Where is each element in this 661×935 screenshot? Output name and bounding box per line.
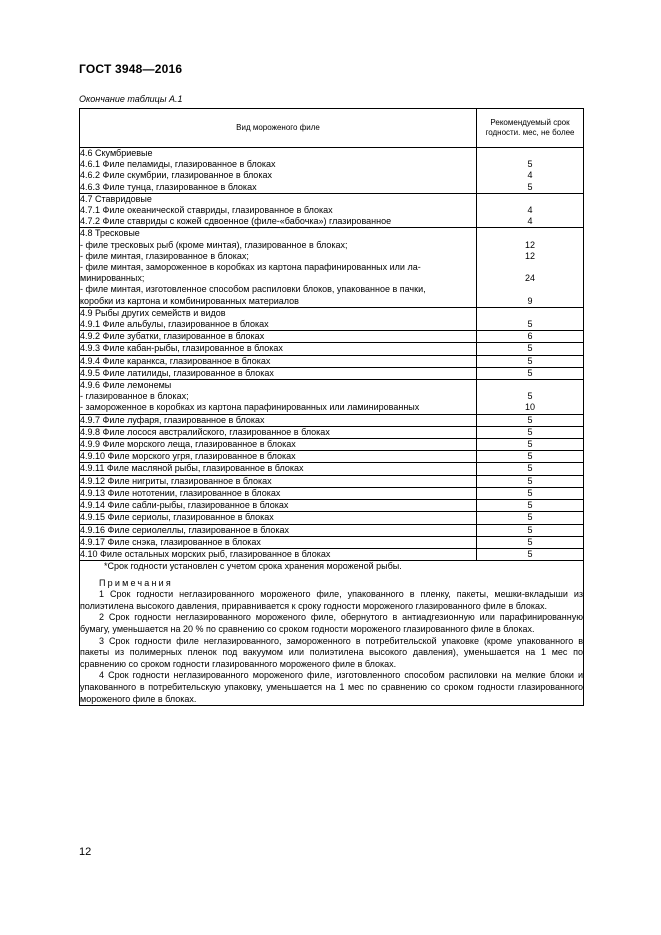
shelf-life-value: 4 bbox=[527, 205, 533, 215]
column-header-shelf-life bbox=[477, 109, 584, 148]
shelf-life-value: 12 bbox=[524, 250, 535, 261]
table-row bbox=[80, 548, 584, 560]
fillet-type-cell bbox=[80, 414, 477, 426]
column-header-shelf-life-line1: Рекомендуемый срок bbox=[490, 118, 570, 127]
shelf-life-cell bbox=[477, 512, 584, 524]
table-row bbox=[80, 367, 584, 379]
shelf-life-cell bbox=[477, 548, 584, 560]
shelf-life-value: 4 bbox=[527, 170, 533, 181]
fillet-type-cell bbox=[80, 380, 477, 415]
shelf-life-value: 5 bbox=[527, 512, 533, 523]
fillet-type-line: 4.7 Ставридовые bbox=[80, 193, 152, 204]
fillet-type-line: минированных; bbox=[80, 273, 145, 284]
shelf-life-spacer bbox=[477, 148, 583, 159]
table-row bbox=[80, 463, 584, 475]
fillet-type-line: 4.7.2 Филе ставриды с кожей сдвоенное (филе-«бабочка») глазированное bbox=[80, 216, 392, 227]
shelf-life-cell bbox=[477, 355, 584, 367]
shelf-life-cell bbox=[477, 500, 584, 512]
shelf-life-spacer bbox=[477, 228, 583, 239]
fillet-type-cell bbox=[80, 439, 477, 451]
shelf-life-spacer bbox=[477, 262, 583, 273]
shelf-life-cell bbox=[477, 536, 584, 548]
fillet-type-line: 4.9.11 Филе масляной рыбы, глазированное в блоках bbox=[80, 463, 304, 474]
shelf-life-cell bbox=[477, 426, 584, 438]
shelf-life-value: 4 bbox=[527, 216, 533, 227]
footnote: *Срок годности установлен с учетом срока хранения мороженой рыбы. bbox=[104, 561, 402, 572]
shelf-life-cell bbox=[477, 463, 584, 475]
fillet-type-line: 4.9.1 Филе альбулы, глазированное в блоках bbox=[80, 319, 269, 330]
document-code: ГОСТ 3948—2016 bbox=[79, 62, 183, 76]
fillet-type-cell bbox=[80, 426, 477, 438]
shelf-life-cell bbox=[477, 524, 584, 536]
shelf-life-value: 5 bbox=[527, 391, 533, 402]
fillet-type-cell bbox=[80, 148, 477, 194]
fillet-type-line: 4.9.14 Филе сабли-рыбы, глазированное в блоках bbox=[80, 500, 289, 511]
table-row bbox=[80, 512, 584, 524]
table-row bbox=[80, 487, 584, 499]
shelf-life-value: 5 bbox=[527, 487, 533, 498]
fillet-type-line: - филе минтая, глазированное в блоках; bbox=[80, 250, 249, 261]
shelf-life-value: 5 bbox=[527, 463, 533, 474]
shelf-life-cell bbox=[477, 228, 584, 307]
note-item: 1 Срок годности неглазированного мороженого филе, упакованного в пленку, пакеты, мешки-вкладыши из полиэтилена высокого давления, приравнивается к сроку годности мороженого глазированного филе в блоках. bbox=[80, 589, 583, 611]
fillet-type-cell bbox=[80, 524, 477, 536]
fillet-type-cell bbox=[80, 475, 477, 487]
shelf-life-value: 5 bbox=[527, 500, 533, 511]
table-row bbox=[80, 524, 584, 536]
fillet-type-line: - замороженное в коробках из картона парафинированных или ламинированных bbox=[80, 402, 420, 413]
shelf-life-cell bbox=[477, 193, 584, 228]
fillet-type-line: 4.9.5 Филе латилиды, глазированное в блоках bbox=[80, 367, 274, 378]
fillet-type-line: 4.9.12 Филе нигриты, глазированное в блоках bbox=[80, 475, 272, 486]
shelf-life-cell bbox=[477, 343, 584, 355]
table-row bbox=[80, 228, 584, 307]
note-item: 4 Срок годности неглазированного мороженого филе, изготовленного способом распиловки на мелкие блоки и упакованного в потребительскую упаковку, уменьшается на 1 мес по сравнению со сроком годности глазированного мороженого филе в блоках. bbox=[80, 670, 583, 704]
shelf-life-table bbox=[79, 108, 584, 706]
table-row bbox=[80, 414, 584, 426]
shelf-life-value: 5 bbox=[527, 319, 533, 330]
fillet-type-line: коробки из картона и комбинированных материалов bbox=[80, 295, 299, 306]
fillet-type-cell bbox=[80, 331, 477, 343]
shelf-life-value: 5 bbox=[527, 524, 533, 535]
fillet-type-line: 4.9.17 Филе снэка, глазированное в блоках bbox=[80, 536, 261, 547]
fillet-type-line: 4.6.3 Филе тунца, глазированное в блоках bbox=[80, 181, 257, 192]
shelf-life-value: 6 bbox=[527, 331, 533, 342]
shelf-life-spacer bbox=[477, 308, 583, 319]
fillet-type-cell bbox=[80, 367, 477, 379]
note-item: 3 Срок годности филе неглазированного, замороженного в потребительской упаковке (кроме упакованного в пакеты из полимерных пленок под вакуумом или полиэтилена высокого давления), уменьшается на 1 мес по сравнению со сроком годности глазированного мороженого филе в блоках. bbox=[80, 635, 583, 669]
fillet-type-cell bbox=[80, 228, 477, 307]
fillet-type-line: 4.9.10 Филе морского угря, глазированное в блоках bbox=[80, 451, 296, 462]
table-row bbox=[80, 343, 584, 355]
fillet-type-line: 4.9 Рыбы других семейств и видов bbox=[80, 307, 226, 318]
table-row bbox=[80, 500, 584, 512]
table-row bbox=[80, 439, 584, 451]
shelf-life-value: 5 bbox=[527, 451, 533, 462]
shelf-life-cell bbox=[477, 331, 584, 343]
shelf-life-value: 5 bbox=[527, 367, 533, 378]
shelf-life-value: 5 bbox=[527, 475, 533, 486]
fillet-type-cell bbox=[80, 193, 477, 228]
fillet-type-cell bbox=[80, 343, 477, 355]
shelf-life-value: 24 bbox=[524, 273, 535, 284]
shelf-life-value: 5 bbox=[527, 414, 533, 425]
shelf-life-value: 5 bbox=[527, 536, 533, 547]
fillet-type-line: 4.9.15 Филе сериолы, глазированное в блоках bbox=[80, 512, 274, 523]
notes-title: Примечания bbox=[99, 577, 173, 588]
shelf-life-value: 5 bbox=[527, 343, 533, 354]
shelf-life-cell bbox=[477, 451, 584, 463]
fillet-type-cell bbox=[80, 548, 477, 560]
fillet-type-line: 4.9.9 Филе морского леща, глазированное в блоках bbox=[80, 439, 296, 450]
shelf-life-cell bbox=[477, 148, 584, 194]
table-row bbox=[80, 193, 584, 228]
shelf-life-value: 5 bbox=[527, 439, 533, 450]
shelf-life-cell bbox=[477, 380, 584, 415]
fillet-type-line: - филе минтая, изготовленное способом распиловки блоков, упакованное в пачки, bbox=[80, 284, 426, 295]
table-caption: Окончание таблицы А.1 bbox=[79, 94, 183, 104]
table-row bbox=[80, 331, 584, 343]
fillet-type-line: 4.8 Тресковые bbox=[80, 228, 140, 239]
shelf-life-cell bbox=[477, 414, 584, 426]
fillet-type-cell bbox=[80, 500, 477, 512]
table-row bbox=[80, 380, 584, 415]
fillet-type-cell bbox=[80, 536, 477, 548]
table-row bbox=[80, 536, 584, 548]
table-row bbox=[80, 426, 584, 438]
fillet-type-line: 4.9.7 Филе луфаря, глазированное в блоках bbox=[80, 414, 265, 425]
fillet-type-line: 4.9.2 Филе зубатки, глазированное в блоках bbox=[80, 331, 265, 342]
shelf-life-cell bbox=[477, 487, 584, 499]
shelf-life-spacer bbox=[477, 284, 583, 295]
shelf-life-value: 5 bbox=[527, 181, 533, 192]
fillet-type-cell bbox=[80, 355, 477, 367]
shelf-life-spacer bbox=[477, 380, 583, 391]
fillet-type-line: 4.7.1 Филе океанической ставриды, глазированное в блоках bbox=[80, 205, 333, 216]
fillet-type-line: 4.6.2 Филе скумбрии, глазированное в блоках bbox=[80, 170, 272, 181]
page-number: 12 bbox=[79, 846, 92, 858]
shelf-life-value: 5 bbox=[527, 355, 533, 366]
fillet-type-line: 4.9.16 Филе сериолеллы, глазированное в блоках bbox=[80, 524, 289, 535]
table-row bbox=[80, 148, 584, 194]
shelf-life-cell bbox=[477, 475, 584, 487]
shelf-life-value: 12 bbox=[524, 239, 535, 250]
fillet-type-cell bbox=[80, 451, 477, 463]
fillet-type-line: 4.9.3 Филе кабан-рыбы, глазированное в блоках bbox=[80, 343, 283, 354]
fillet-type-line: - филе минтая, замороженное в коробках из картона парафинированных или ла- bbox=[80, 262, 421, 273]
fillet-type-line: 4.9.6 Филе лемонемы bbox=[80, 380, 172, 391]
table-row bbox=[80, 475, 584, 487]
fillet-type-cell bbox=[80, 487, 477, 499]
shelf-life-cell bbox=[477, 439, 584, 451]
fillet-type-line: 4.9.8 Филе лосося австралийского, глазированное в блоках bbox=[80, 426, 330, 437]
note-item: 2 Срок годности неглазированного мороженого филе, обернутого в антиадгезионную или парафинированную бумагу, уменьшается на 20 % по сравнению со сроком годности мороженого глазированного филе в блоках. bbox=[80, 612, 583, 635]
shelf-life-value: 5 bbox=[527, 548, 533, 559]
fillet-type-cell bbox=[80, 463, 477, 475]
shelf-life-cell bbox=[477, 367, 584, 379]
shelf-life-value: 5 bbox=[527, 426, 533, 437]
table-row bbox=[80, 307, 584, 330]
fillet-type-line: - филе тресковых рыб (кроме минтая), глазированное в блоках; bbox=[80, 239, 348, 250]
shelf-life-value: 5 bbox=[527, 159, 533, 170]
notes-row bbox=[80, 561, 584, 706]
table-header-row bbox=[80, 109, 584, 148]
column-header-shelf-life-line2: годности. мес, не более bbox=[485, 128, 575, 137]
fillet-type-line: 4.6 Скумбриевые bbox=[80, 148, 153, 158]
column-header-fillet-type: Вид мороженого филе bbox=[80, 109, 477, 148]
shelf-life-spacer bbox=[477, 194, 583, 205]
fillet-type-cell bbox=[80, 512, 477, 524]
fillet-type-line: 4.9.4 Филе каранкса, глазированное в блоках bbox=[80, 355, 271, 366]
fillet-type-cell bbox=[80, 307, 477, 330]
fillet-type-line: 4.10 Филе остальных морских рыб, глазированное в блоках bbox=[80, 548, 331, 559]
table-row bbox=[80, 355, 584, 367]
fillet-type-line: 4.9.13 Филе нототении, глазированное в блоках bbox=[80, 487, 281, 498]
shelf-life-value: 10 bbox=[524, 402, 535, 413]
fillet-type-line: 4.6.1 Филе пеламиды, глазированное в блоках bbox=[80, 159, 276, 170]
notes-cell bbox=[80, 561, 584, 706]
shelf-life-cell bbox=[477, 307, 584, 330]
fillet-type-line: - глазированное в блоках; bbox=[80, 391, 189, 402]
table-row bbox=[80, 451, 584, 463]
shelf-life-value: 9 bbox=[527, 295, 533, 306]
